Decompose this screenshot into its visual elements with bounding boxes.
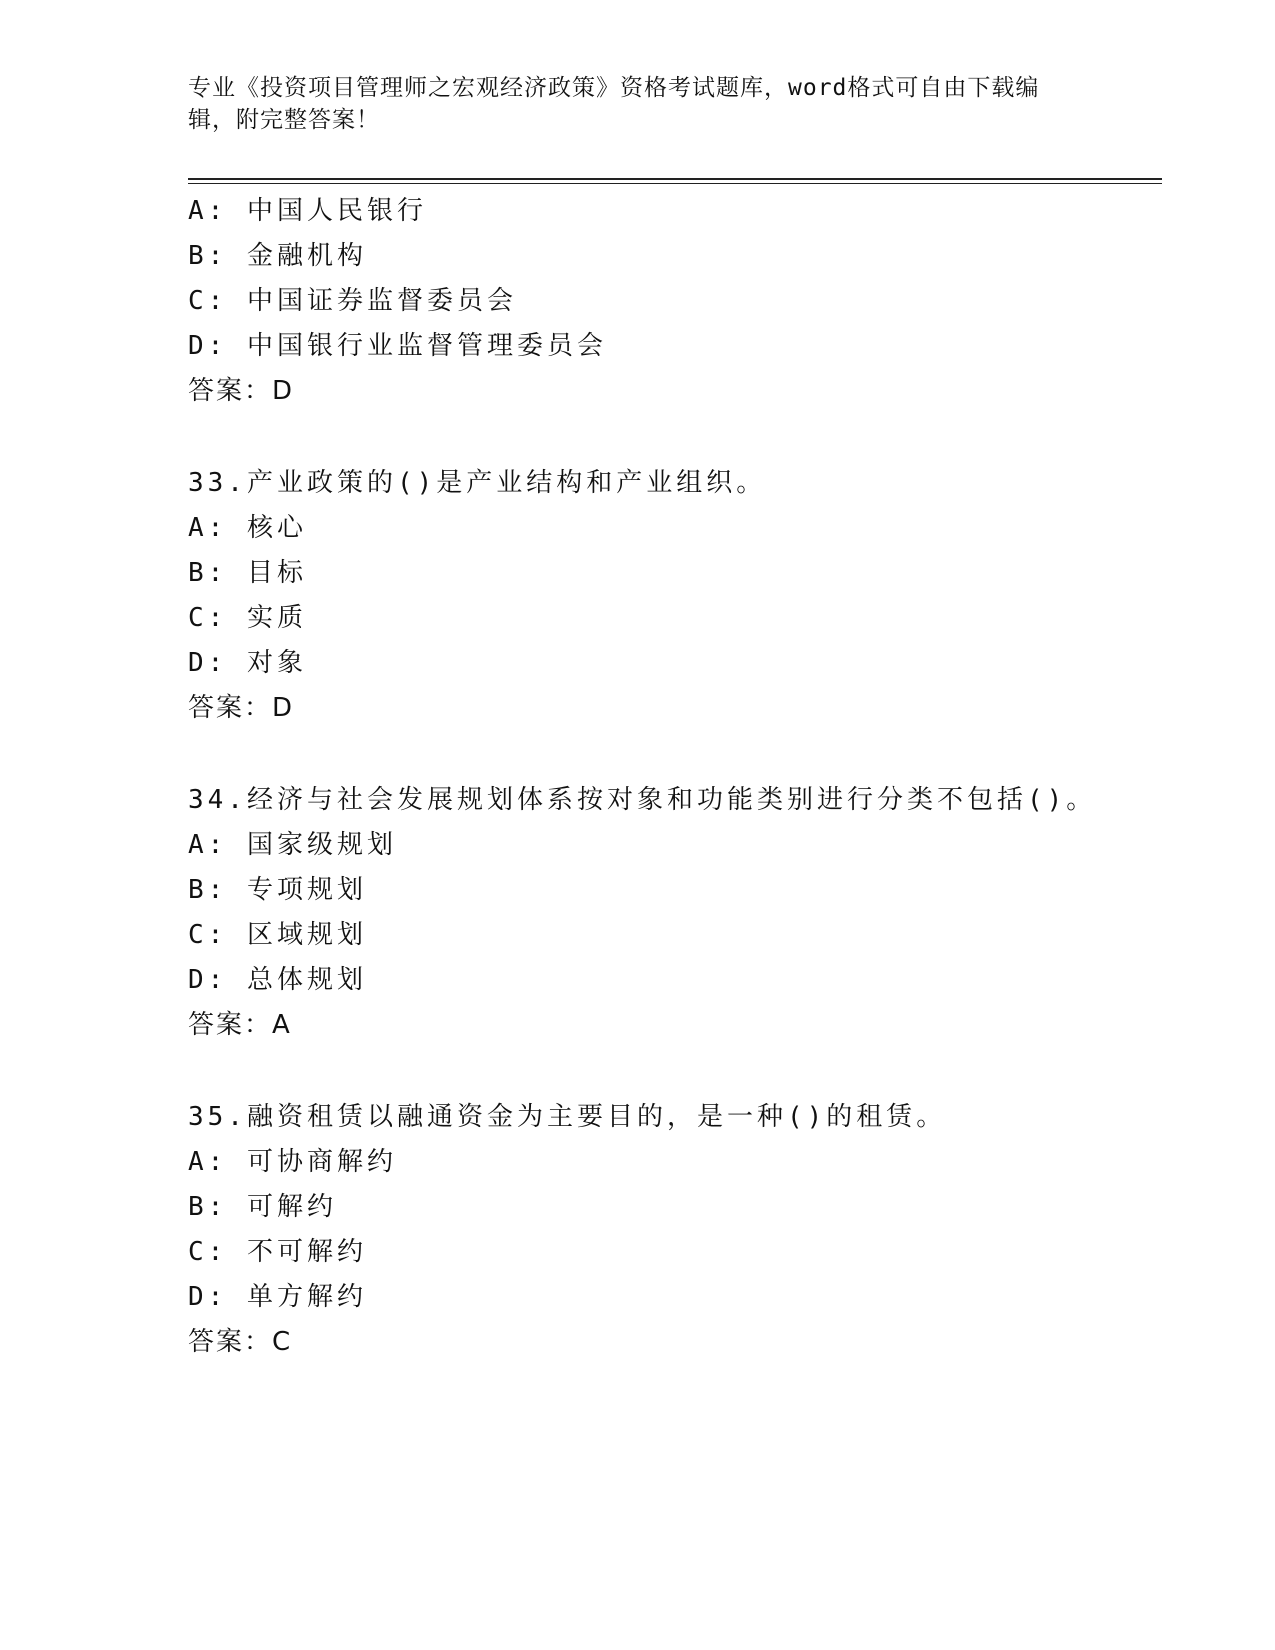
- q35-answer: 答案：C: [188, 1327, 293, 1357]
- q33-option-d: D: 对象: [188, 648, 307, 678]
- q32-option-c: C: 中国证券监督委员会: [188, 286, 517, 316]
- q35-option-c: C: 不可解约: [188, 1237, 367, 1267]
- document-header: [188, 72, 1068, 136]
- q34-question: 34.经济与社会发展规划体系按对象和功能类别进行分类不包括()。: [188, 785, 1097, 815]
- q34-option-d: D: 总体规划: [188, 965, 367, 995]
- q34-option-c: C: 区域规划: [188, 920, 367, 950]
- q32-option-b: B: 金融机构: [188, 241, 367, 271]
- q32-option-d: D: 中国银行业监督管理委员会: [188, 331, 607, 361]
- q34-answer: 答案：A: [188, 1010, 292, 1040]
- q34-option-b: B: 专项规划: [188, 875, 367, 905]
- q33-question: 33.产业政策的()是产业结构和产业组织。: [188, 468, 767, 498]
- header-line-1: 专业《投资项目管理师之宏观经济政策》资格考试题库，word格式可自由下载编: [188, 75, 1040, 101]
- q35-option-d: D: 单方解约: [188, 1282, 367, 1312]
- q33-answer: 答案：D: [188, 693, 295, 723]
- q32-option-a: A: 中国人民银行: [188, 196, 427, 226]
- q33-option-c: C: 实质: [188, 603, 307, 633]
- q35-option-b: B: 可解约: [188, 1192, 337, 1222]
- q32-answer: 答案：D: [188, 376, 295, 406]
- q33-option-b: B: 目标: [188, 558, 307, 588]
- q35-question: 35.融资租赁以融通资金为主要目的，是一种()的租赁。: [188, 1102, 947, 1132]
- q34-option-a: A: 国家级规划: [188, 830, 397, 860]
- q35-option-a: A: 可协商解约: [188, 1147, 397, 1177]
- header-divider: [188, 178, 1162, 180]
- q33-option-a: A: 核心: [188, 513, 307, 543]
- header-divider-thin: [188, 183, 1162, 184]
- header-line-2: 辑，附完整答案！: [188, 107, 380, 133]
